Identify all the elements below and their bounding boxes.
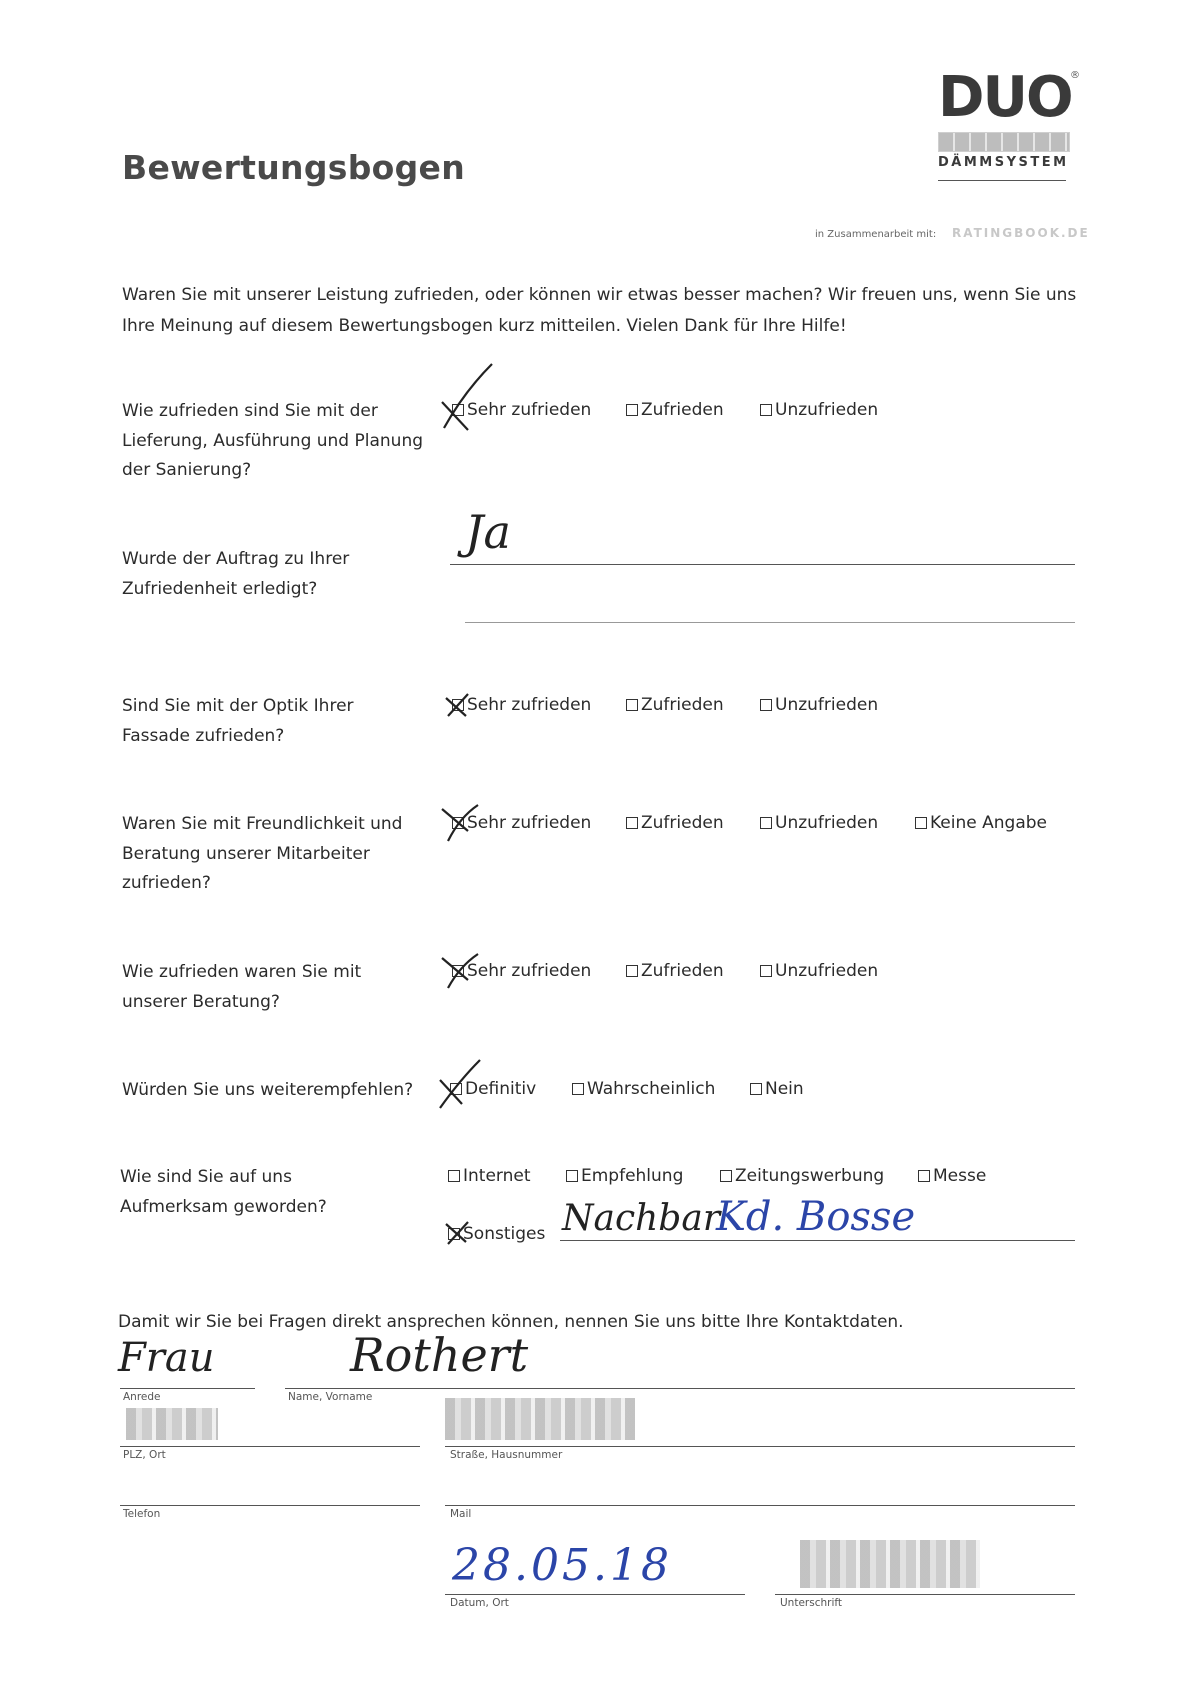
option-q4-zufrieden[interactable]: Zufrieden [626,813,724,833]
signature-line [775,1594,1075,1595]
option-q3-unzufrieden[interactable]: Unzufrieden [760,695,878,715]
other-text-kd-bosse: Kd. Bosse [716,1194,916,1240]
option-q5-zufrieden[interactable]: Zufrieden [626,961,724,981]
cooperation-label: in Zusammenarbeit mit: [815,229,937,240]
mail-label: Mail [450,1508,472,1520]
checkbox[interactable] [760,817,772,829]
other-text-nachbar: Nachbar [562,1198,721,1239]
option-q6-wahrscheinlich[interactable]: Wahrscheinlich [572,1079,715,1099]
option-q7-internet[interactable]: Internet [448,1166,531,1186]
question-7: Wie sind Sie auf uns Aufmerksam geworden? [120,1167,327,1217]
option-q7-zeitungswerbung[interactable]: Zeitungswerbung [720,1166,884,1186]
checkbox[interactable] [626,965,638,977]
answer-handwritten-ja: Ja [465,505,511,559]
phone-line [120,1505,420,1506]
option-q5-unzufrieden[interactable]: Unzufrieden [760,961,878,981]
check-mark-q1 [438,362,498,432]
checkbox[interactable] [448,1170,460,1182]
answer-line-2 [465,622,1075,623]
name-value: Rothert [350,1328,529,1382]
check-mark-q5 [440,952,480,992]
checkbox[interactable] [720,1170,732,1182]
answer-line-1 [450,564,1075,565]
logo-text: DUO [938,65,1072,130]
date-label: Datum, Ort [450,1597,509,1609]
date-value: 28.05.18 [452,1540,672,1591]
question-4: Waren Sie mit Freundlichkeit und Beratung unserer Mitarbeiter zufrieden? [122,814,403,893]
option-q1-sehr-zufrieden[interactable]: Sehr zufrieden [452,400,591,420]
option-q7-empfehlung[interactable]: Empfehlung [566,1166,683,1186]
checkbox[interactable] [760,699,772,711]
intro-text: Waren Sie mit unserer Leistung zufrieden, oder können wir etwas besser machen? Wir freuen uns, wenn Sie uns Ihre Meinung auf diesem Bewertungsbogen kurz mitteilen. Vielen Dank für Ihre Hilfe! [122,285,1077,336]
option-q1-unzufrieden[interactable]: Unzufrieden [760,400,878,420]
option-q3-zufrieden[interactable]: Zufrieden [626,695,724,715]
logo-subtitle: DÄMMSYSTEM [938,155,1069,170]
page-title: Bewertungsbogen [122,148,465,187]
checkbox[interactable] [760,965,772,977]
option-q7-messe[interactable]: Messe [918,1166,986,1186]
checkbox[interactable] [572,1083,584,1095]
mail-line [445,1505,1075,1506]
checkbox[interactable] [626,404,638,416]
name-label: Name, Vorname [288,1391,373,1403]
check-mark-q4 [440,803,480,843]
option-q1-zufrieden[interactable]: Zufrieden [626,400,724,420]
street-label: Straße, Hausnummer [450,1449,563,1461]
street-redacted [445,1398,635,1440]
check-mark-q7 [444,1218,474,1248]
option-q4-sehr-zufrieden[interactable]: Sehr zufrieden [452,813,591,833]
plz-redacted [126,1408,218,1440]
checkbox[interactable] [915,817,927,829]
plz-label: PLZ, Ort [123,1449,166,1461]
check-mark-q6 [436,1058,486,1110]
checkbox[interactable] [626,699,638,711]
logo-divider [938,180,1066,181]
check-mark-q3 [444,692,474,722]
anrede-label: Anrede [123,1391,161,1403]
checkbox[interactable] [750,1083,762,1095]
anrede-value: Frau [118,1335,215,1381]
other-line [560,1240,1075,1241]
option-q6-definitiv[interactable]: Definitiv [450,1079,536,1099]
anrede-line [120,1388,255,1389]
checkbox[interactable] [918,1170,930,1182]
checkbox[interactable] [626,817,638,829]
duo-logo [938,65,1080,181]
signature-redacted [800,1540,980,1588]
plz-line [120,1446,420,1447]
checkbox[interactable] [760,404,772,416]
question-5: Wie zufrieden waren Sie mit unserer Beratung? [122,962,362,1012]
question-6: Würden Sie uns weiterempfehlen? [122,1080,414,1100]
option-q4-unzufrieden[interactable]: Unzufrieden [760,813,878,833]
signature-label: Unterschrift [780,1597,842,1609]
logo-bars [938,132,1070,152]
question-2: Wurde der Auftrag zu Ihrer Zufriedenheit erledigt? [122,549,350,599]
contact-prompt: Damit wir Sie bei Fragen direkt ansprechen können, nennen Sie uns bitte Ihre Kontaktdaten. [118,1312,904,1332]
cooperation-brand: RATINGBOOK.DE [952,226,1090,240]
checkbox[interactable] [566,1170,578,1182]
option-q4-keine-angabe[interactable]: Keine Angabe [915,813,1047,833]
option-q5-sehr-zufrieden[interactable]: Sehr zufrieden [452,961,591,981]
street-line [445,1446,1075,1447]
phone-label: Telefon [123,1508,161,1520]
option-q3-sehr-zufrieden[interactable]: Sehr zufrieden [452,695,591,715]
question-1: Wie zufrieden sind Sie mit der Lieferung, Ausführung und Planung der Sanierung? [122,401,424,480]
question-3: Sind Sie mit der Optik Ihrer Fassade zufrieden? [122,696,354,746]
registered-icon: ® [1070,70,1080,81]
option-q7-sonstiges[interactable]: Sonstiges [448,1224,545,1244]
name-line [285,1388,1075,1389]
option-q6-nein[interactable]: Nein [750,1079,804,1099]
date-line [445,1594,745,1595]
